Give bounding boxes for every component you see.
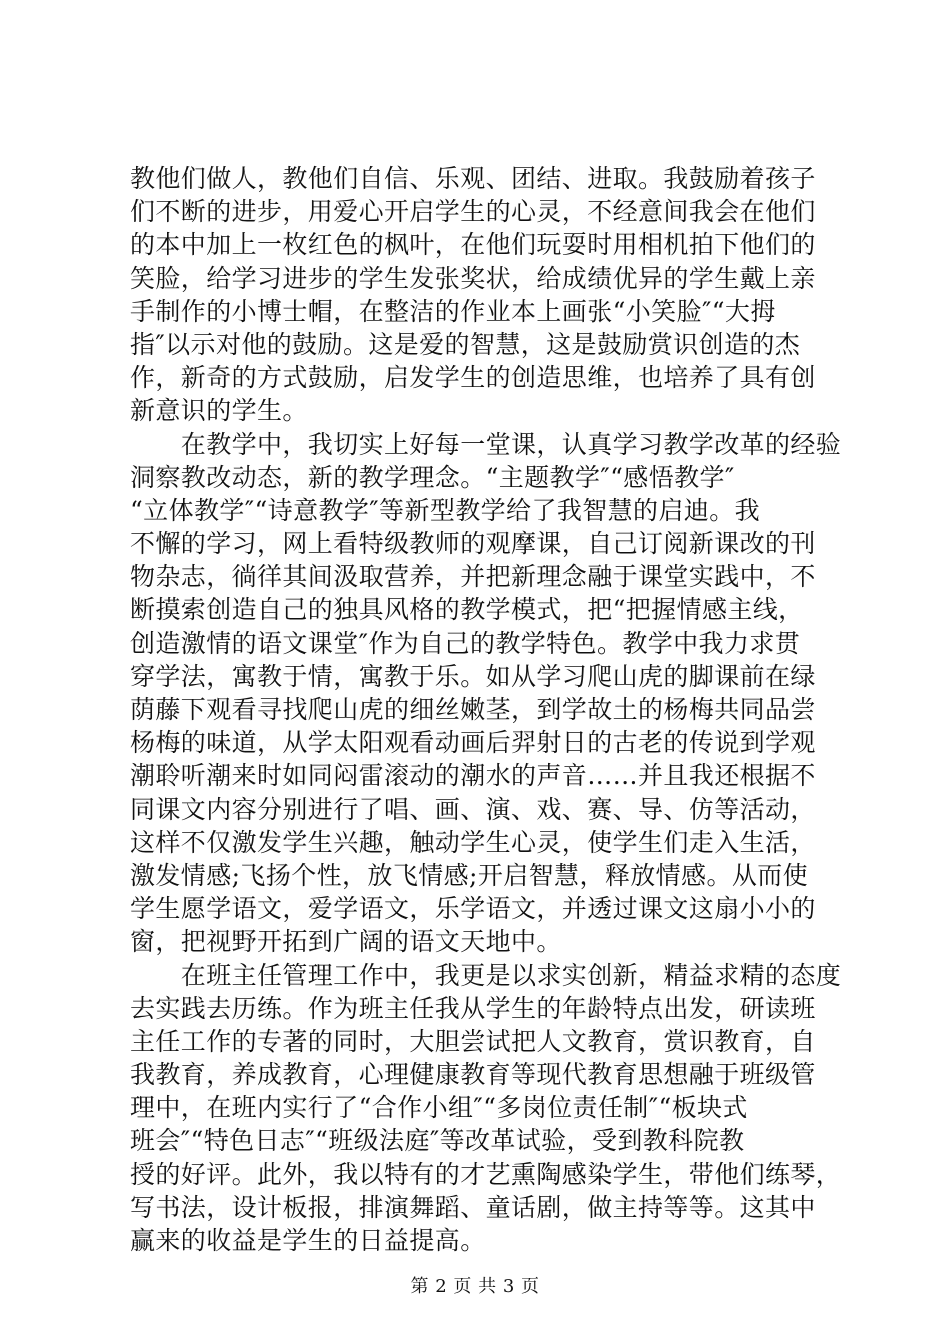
text-line: 创造激情的语文课堂″作为自己的教学特色。教学中我力求贯: [130, 629, 801, 658]
text-line: 们不断的进步，用爱心开启学生的心灵，不经意间我会在他们: [130, 197, 816, 226]
text-line: 的本中加上一枚红色的枫叶，在他们玩耍时用相机拍下他们的: [130, 230, 816, 259]
text-line: 荫藤下观看寻找爬山虎的细丝嫩茎，到学故土的杨梅共同品尝: [130, 695, 816, 724]
text-line: 去实践去历练。作为班主任我从学生的年龄特点出发，研读班: [130, 994, 816, 1023]
text-line: 洞察教改动态，新的教学理念。“主题教学″“感悟教学″: [130, 463, 735, 492]
text-line: 在班主任管理工作中，我更是以求实创新，精益求精的态度: [130, 961, 842, 990]
page-footer: 第 2 页 共 3 页: [410, 1276, 540, 1297]
text-line: “立体教学″“诗意教学″等新型教学给了我智慧的启迪。我: [130, 496, 761, 525]
text-line: 潮聆听潮来时如同闷雷滚动的潮水的声音……并且我还根据不: [130, 761, 816, 790]
text-line: 赢来的收益是学生的日益提高。: [130, 1226, 486, 1255]
text-line: 手制作的小博士帽，在整洁的作业本上画张“小笑脸″“大拇: [130, 297, 776, 326]
text-line: 班会″“特色日志″“班级法庭″等改革试验，受到教科院教: [130, 1126, 745, 1155]
text-line: 作，新奇的方式鼓励，启发学生的创造思维，也培养了具有创: [130, 363, 816, 392]
text-line: 新意识的学生。: [130, 396, 308, 425]
text-line: 物杂志，徜徉其间汲取营养，并把新理念融于课堂实践中，不: [130, 562, 816, 591]
text-line: 在教学中，我切实上好每一堂课，认真学习教学改革的经验: [130, 430, 842, 459]
text-line: 不懈的学习，网上看特级教师的观摩课，自己订阅新课改的刊: [130, 529, 816, 558]
text-line: 激发情感;飞扬个性，放飞情感;开启智慧，释放情感。从而使: [130, 861, 809, 890]
text-line: 教他们做人，教他们自信、乐观、团结、进取。我鼓励着孩子: [130, 164, 816, 193]
text-line: 同课文内容分别进行了唱、画、演、戏、赛、导、仿等活动，: [130, 795, 816, 824]
text-line: 授的好评。此外，我以特有的才艺熏陶感染学生，带他们练琴，: [130, 1160, 842, 1189]
text-line: 我教育，养成教育，心理健康教育等现代教育思想融于班级管: [130, 1060, 816, 1089]
text-line: 指″以示对他的鼓励。这是爱的智慧，这是鼓励赏识创造的杰: [130, 330, 801, 359]
text-line: 穿学法，寓教于情，寓教于乐。如从学习爬山虎的脚课前在绿: [130, 662, 816, 691]
text-line: 这样不仅激发学生兴趣，触动学生心灵，使学生们走入生活，: [130, 828, 816, 857]
text-line: 窗，把视野开拓到广阔的语文天地中。: [130, 927, 562, 956]
text-line: 学生愿学语文，爱学语文，乐学语文，并透过课文这扇小小的: [130, 894, 816, 923]
text-line: 断摸索创造自己的独具风格的教学模式，把“把握情感主线，: [130, 595, 804, 624]
text-line: 杨梅的味道，从学太阳观看动画后羿射日的古老的传说到学观: [130, 728, 816, 757]
text-line: 主任工作的专著的同时，大胆尝试把人文教育，赏识教育，自: [130, 1027, 816, 1056]
text-line: 笑脸，给学习进步的学生发张奖状，给成绩优异的学生戴上亲: [130, 264, 816, 293]
text-line: 理中，在班内实行了“合作小组″“多岗位责任制″“板块式: [130, 1093, 748, 1122]
text-line: 写书法，设计板报，排演舞蹈、童话剧，做主持等等。这其中: [130, 1193, 816, 1222]
